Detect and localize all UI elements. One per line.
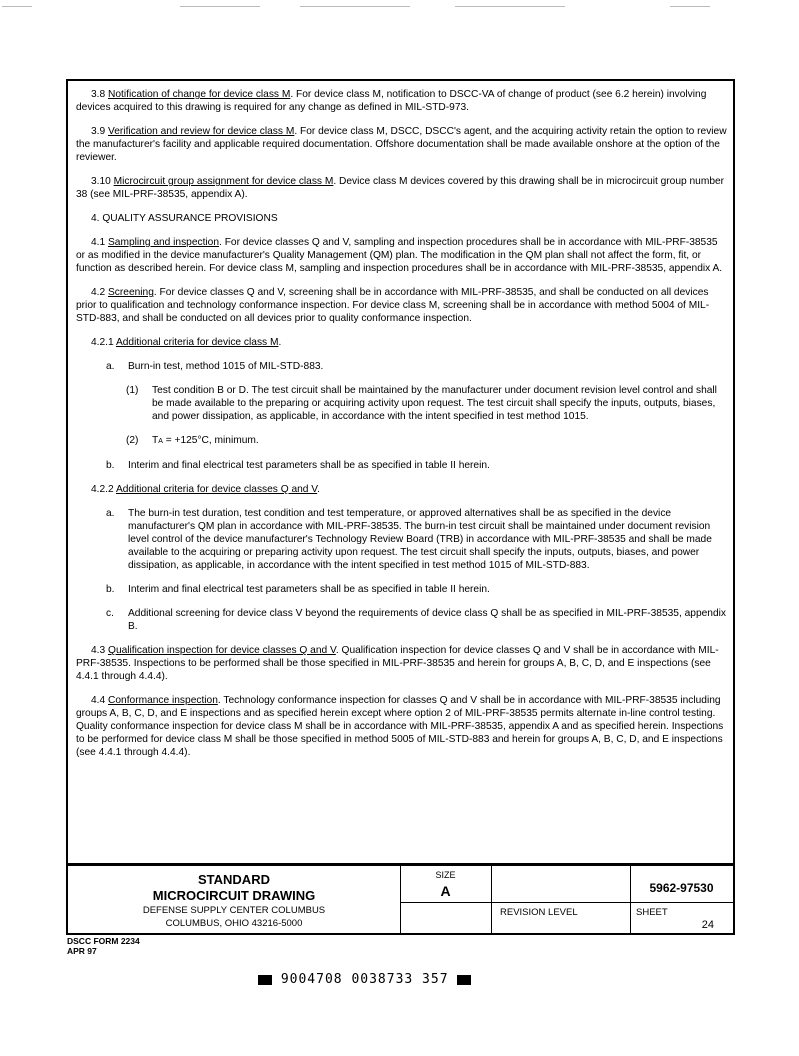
paragraph-4-1 [76,236,728,275]
scan-artifact [670,6,710,7]
paragraph-3-8 [76,88,728,114]
list-item-b [76,459,728,472]
revision-label: REVISION LEVEL [500,907,578,918]
list-item-b [76,583,728,596]
para-text: . Technology conformance inspection for classes Q and V shall be in accordance with MIL-PRF-38535 including groups A, B, C, D, and E inspections and as specified herein except where option 2 of MIL-PRF-38535 permits alternate in-line control testing. Quality conformance inspection for device class M shall be in accordance with MIL-PRF-38535, appendix A and as specified herein. Inspections to be performed for device class M shall be those specified in method 5005 of MIL-STD-883 and herein for groups A, B, C, D, and E inspections (see 4.4.1 through 4.4.4). [76,695,724,758]
para-title: Conformance inspection [108,695,218,706]
paragraph-3-10 [76,175,728,201]
form-id: DSCC FORM 2234 [67,936,140,946]
item-marker: a. [106,361,115,372]
para-text: . For device class M, DSCC, DSCC's agent, and the acquiring activity retain the option to review the manufacturer's facility and applicable required documentation. Offshore documentation shall be made available onshore at the option of the reviewer. [76,126,727,163]
list-item-a [76,507,728,572]
para-title: Notification of change for device class M [108,89,291,100]
black-block-mark [258,975,272,985]
title-block [66,865,735,935]
sheet-number: 24 [701,919,714,931]
item-text: Burn-in test, method 1015 of MIL-STD-883. [128,361,324,372]
para-number: 3.10 [91,176,111,187]
para-title: Qualification inspection for device classes Q and V [108,645,336,656]
para-text: . For device class M, notification to DSCC-VA of change of product (see 6.2 herein) involving devices acquired to this drawing is required for any change as defined in MIL-STD-973. [76,89,707,113]
item-text: Test condition B or D. The test circuit shall be maintained by the manufacturer under document revision level control and shall be made available to the preparing or acquiring activity upon request. The test circuit shall specify the inputs, outputs, biases, and power dissipation, as applicable, in accordance with the intent specified in test method 1015. [152,385,717,422]
item-marker: (2) [126,435,139,446]
item-marker: b. [106,584,115,595]
item-text: Additional screening for device class V beyond the requirements of device class Q shall be as specified in MIL-PRF-38535, appendix B. [128,608,726,632]
item-text: Interim and final electrical test parameters shall be as specified in table II herein. [128,584,490,595]
item-text: The burn-in test duration, test condition and test temperature, or approved alternatives shall be as specified in the device manufacturer's QM plan in accordance with MIL-PRF-38535. The burn-in test circuit shall be maintained under document revision level control of the device manufacturer's Technology Review Board (TRB) in accordance with MIL-PRF-38535 and shall be made available to the acquiring or preparing activity upon request. The test circuit shall specify the inputs, outputs, biases, and power dissipation, as applicable, in accordance with the intent specified in test method 1015 of MIL-STD-883. [128,508,712,571]
paragraph-4-2 [76,286,728,325]
list-item-c [76,607,728,633]
form-identifier [67,936,140,956]
title-standard: STANDARD [198,872,270,887]
document-control-number [258,972,471,987]
para-number: 4.3 [91,645,106,656]
agency-name: DEFENSE SUPPLY CENTER COLUMBUS [142,905,326,916]
para-title: Additional criteria for device classes Q and V [115,484,318,495]
form-date: APR 97 [67,946,97,956]
item-marker: b. [106,460,115,471]
paragraph-4-3 [76,644,728,683]
item-text: Interim and final electrical test parameters shall be as specified in table II herein. [128,460,490,471]
item-marker: (1) [126,385,139,396]
drawing-number: 5962-97530 [649,881,714,895]
item-marker: c. [106,608,114,619]
divider [491,865,492,933]
agency-address: COLUMBUS, OHIO 43216-5000 [165,918,303,929]
para-title: Additional criteria for device class M [115,337,279,348]
section-4-heading: 4. QUALITY ASSURANCE PROVISIONS [91,213,278,224]
divider [400,902,733,903]
para-number: 4.4 [91,695,106,706]
para-title: Screening [108,287,154,298]
size-label: SIZE [435,870,456,880]
paragraph-4-4 [76,694,728,759]
para-title: Sampling and inspection [108,237,220,248]
item-marker: a. [106,508,115,519]
para-number: 3.9 [91,126,106,137]
para-text: . Qualification inspection for device classes Q and V shall be in accordance with MIL-PRF-38535. Inspections to be performed shall be those specified in MIL-PRF-38535 and herein for groups A, B, C, D, and E inspections (see 4.4.1 through 4.4.4). [76,645,719,682]
temp-value: = +125°C, minimum. [162,435,259,446]
control-number-text: 9004708 0038733 357 [280,972,449,987]
para-number: 4.2 [91,287,106,298]
paragraph-4-2-1: 4.2.1 Additional criteria for device class M. [91,337,282,348]
black-block-mark [457,975,471,985]
size-value: A [440,883,451,899]
list-item-a [76,360,728,373]
title-drawing: MICROCIRCUIT DRAWING [152,888,316,903]
scan-artifact [2,6,32,7]
para-text: . For device classes Q and V, screening shall be in accordance with MIL-PRF-38535, and shall be conducted on all devices prior to qualification and technology conformance inspection. For device class M, screening shall be in accordance with method 5004 of MIL-STD-883, and shall be conducted on all devices prior to quality conformance inspection. [76,287,710,324]
paragraph-3-9 [76,125,728,164]
para-number: 4.2.1 [91,337,114,348]
para-number: 3.8 [91,89,106,100]
list-item-1 [76,384,728,423]
scan-artifact [455,6,565,7]
para-text: . For device classes Q and V, sampling and inspection procedures shall be in accordance with MIL-PRF-38535 or as modified in the device manufacturer's Quality Management (QM) plan. The modification in the QM plan shall not affect the form, fit, or function as described herein. For device class M, sampling and inspection procedures shall be in accordance with MIL-PRF-38535, appendix A. [76,237,723,274]
para-title: Microcircuit group assignment for device class M [113,176,334,187]
list-item-2 [76,434,728,448]
para-number: 4.2.2 [91,484,114,495]
temp-subscript: A [158,438,163,445]
para-number: 4.1 [91,237,106,248]
scan-artifact [300,6,410,7]
document-body [76,88,728,770]
sheet-label: SHEET [636,907,668,918]
para-text: . Device class M devices covered by this drawing shall be in microcircuit group number 38 (see MIL-PRF-38535, appendix A). [76,176,725,200]
temp-symbol: T [152,435,159,446]
item-text [152,434,728,448]
paragraph-4-2-2: 4.2.2 Additional criteria for device classes Q and V. [91,484,321,495]
scan-artifact [180,6,260,7]
para-title: Verification and review for device class M [108,126,295,137]
